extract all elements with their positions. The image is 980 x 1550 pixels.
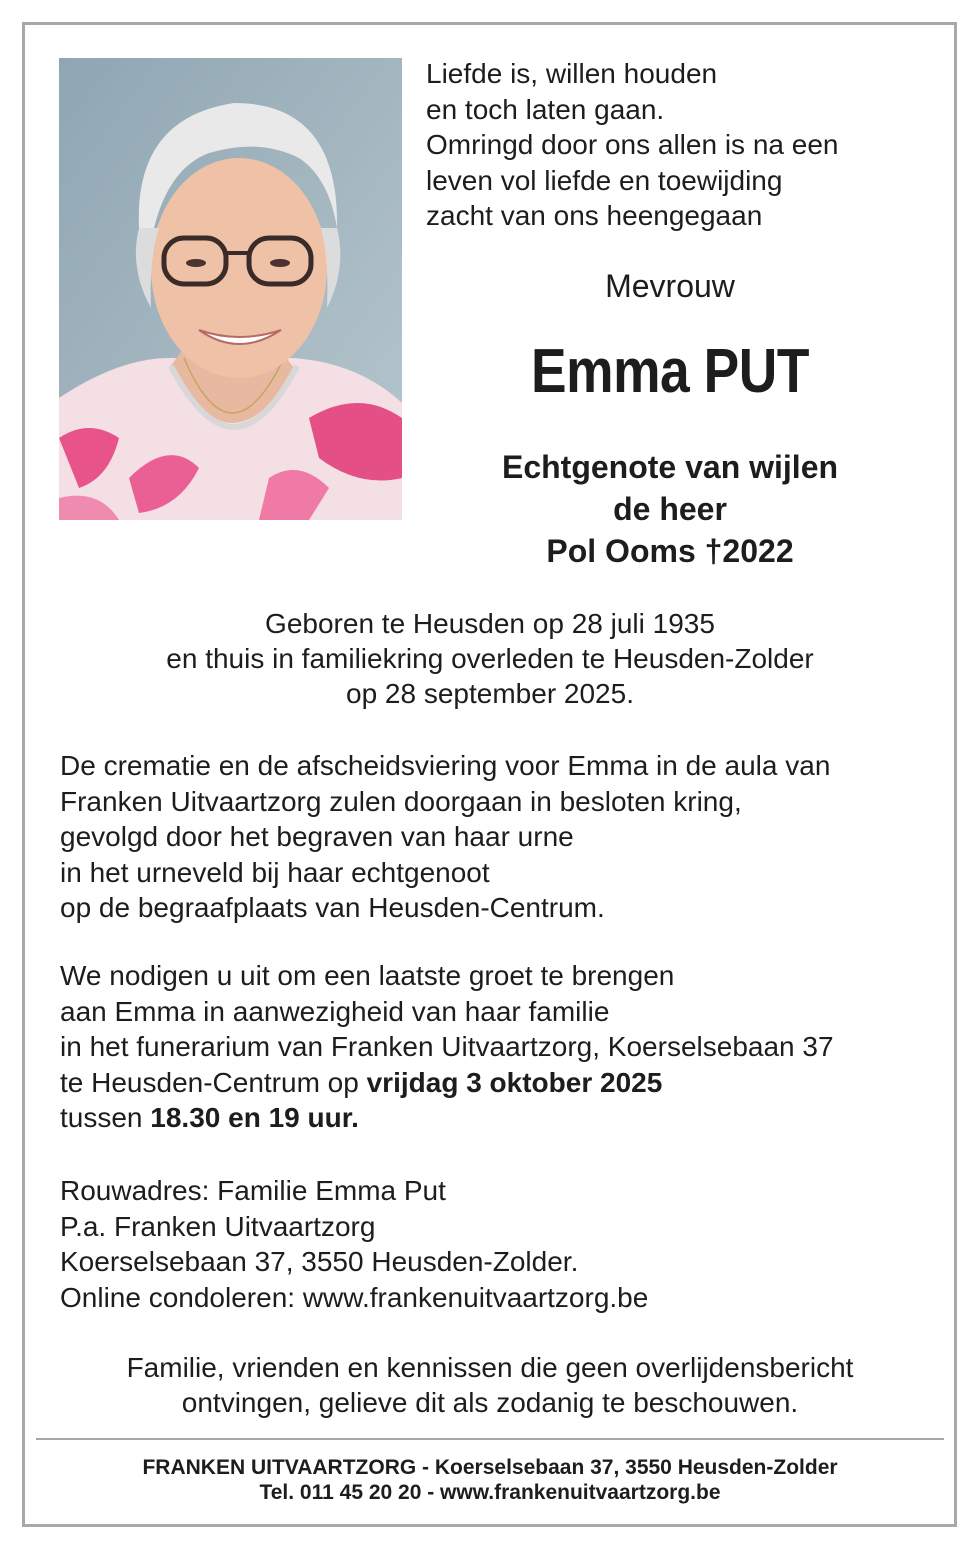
visit-line: in het funerarium van Franken Uitvaartzorg, Koerselsebaan 37 xyxy=(60,1031,834,1062)
visit-time: 18.30 en 19 uur. xyxy=(150,1102,359,1133)
address-line: Online condoleren: www.frankenuitvaartzorg.be xyxy=(60,1281,649,1313)
ceremony-paragraph xyxy=(60,748,830,926)
portrait-photo xyxy=(59,58,402,520)
poem-line: zacht van ons heengegaan xyxy=(426,200,763,231)
ceremony-line: op de begraafplaats van Heusden-Centrum. xyxy=(60,892,605,923)
spouse-line: Pol Ooms †2022 xyxy=(546,533,794,569)
ceremony-line: De crematie en de afscheidsviering voor Emma in de aula van xyxy=(60,750,831,781)
closing-line: Familie, vrienden en kennissen die geen overlijdensbericht xyxy=(126,1352,854,1383)
address-line: Rouwadres: Familie Emma Put xyxy=(60,1175,446,1206)
birth-line: op 28 september 2025. xyxy=(346,678,634,709)
spouse-info xyxy=(430,446,910,572)
birth-line: Geboren te Heusden op 28 juli 1935 xyxy=(265,608,715,639)
visit-line-time xyxy=(60,1100,834,1136)
birth-line: en thuis in familiekring overleden te Heusden-Zolder xyxy=(166,643,814,674)
funeral-home-footer xyxy=(40,1455,940,1505)
footer-divider xyxy=(36,1438,944,1440)
visit-line-date xyxy=(60,1065,834,1101)
ceremony-line: in het urneveld bij haar echtgenoot xyxy=(60,856,490,888)
spouse-line: Echtgenote van wijlen xyxy=(501,449,839,485)
footer-line: FRANKEN UITVAARTZORG - Koerselsebaan 37, 3550 Heusden-Zolder xyxy=(142,1456,838,1479)
footer-line: Tel. 011 45 20 20 - www.frankenuitvaartzorg.be xyxy=(259,1481,721,1504)
address-line: Koerselsebaan 37, 3550 Heusden-Zolder. xyxy=(60,1246,579,1277)
address-line: P.a. Franken Uitvaartzorg xyxy=(60,1210,376,1242)
closing-note xyxy=(40,1350,940,1420)
visit-location-text: te Heusden-Centrum op xyxy=(60,1066,367,1098)
visit-line: aan Emma in aanwezigheid van haar familie xyxy=(60,995,610,1027)
poem-line: Omringd door ons allen is na een xyxy=(426,129,839,160)
ceremony-line: gevolgd door het begraven van haar urne xyxy=(60,821,574,852)
birth-death-info xyxy=(40,606,940,711)
visitation-paragraph xyxy=(60,958,834,1136)
deceased-name: Emma PUT xyxy=(530,337,810,406)
closing-line: ontvingen, gelieve dit als zodanig te beschouwen. xyxy=(181,1387,799,1418)
ceremony-line: Franken Uitvaartzorg zulen doorgaan in besloten kring, xyxy=(60,785,742,817)
honorific: Mevrouw xyxy=(605,268,735,304)
visit-date: vrijdag 3 oktober 2025 xyxy=(366,1066,663,1098)
poem-line: leven vol liefde en toewijding xyxy=(426,164,783,196)
visit-between-text: tussen xyxy=(60,1102,151,1133)
poem-line: en toch laten gaan. xyxy=(426,93,665,125)
address-block xyxy=(60,1173,648,1315)
spouse-line: de heer xyxy=(613,491,727,527)
visit-line: We nodigen u uit om een laatste groet te brengen xyxy=(60,960,675,991)
poem-line: Liefde is, willen houden xyxy=(426,58,718,89)
poem xyxy=(426,56,838,234)
